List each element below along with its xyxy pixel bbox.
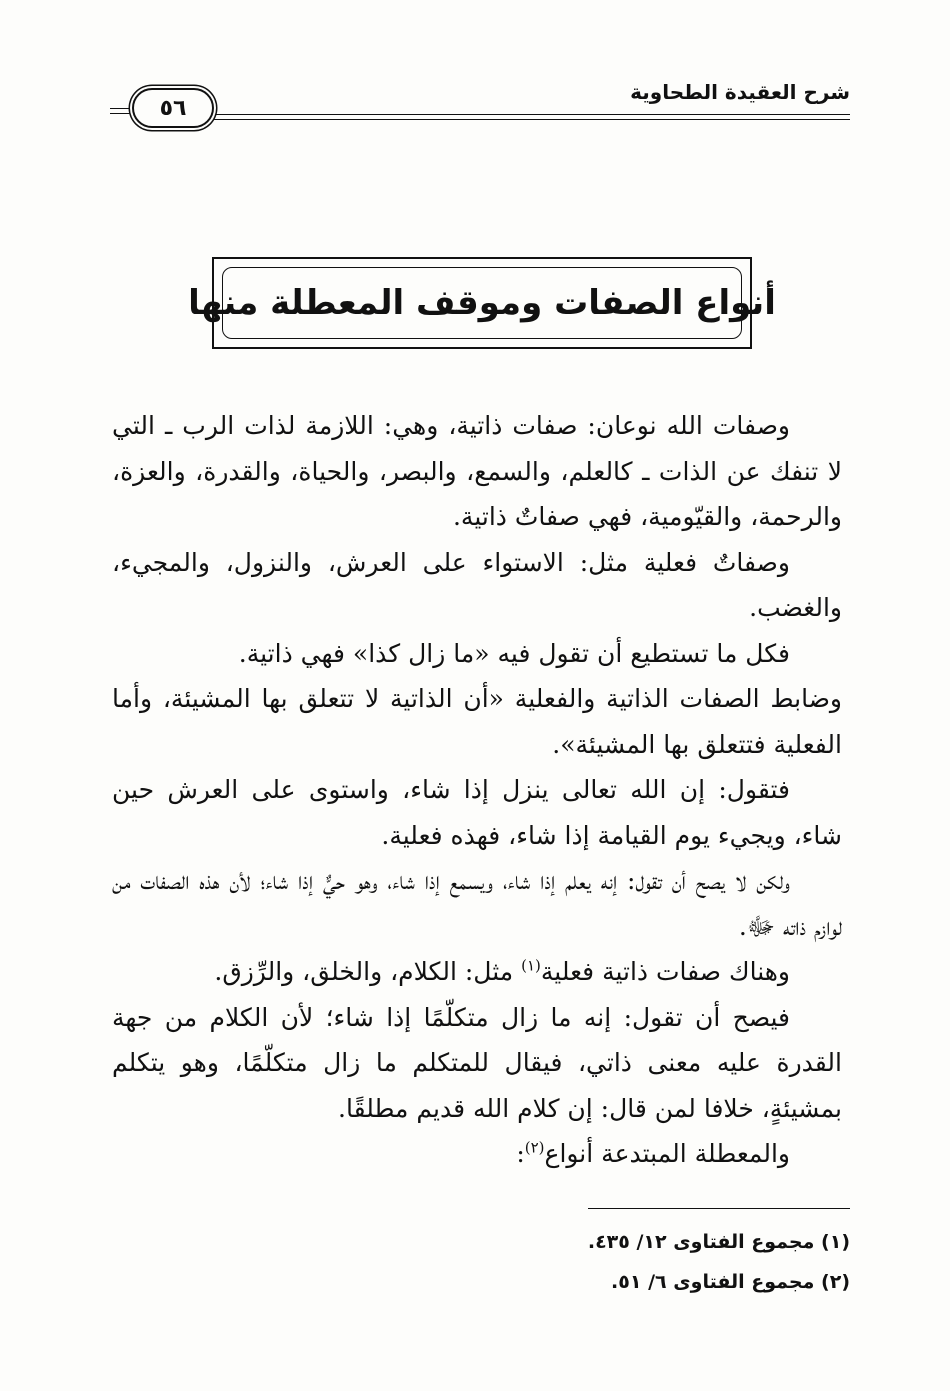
footnote-text: مجموع الفتاوى ١٢/ ٤٣٥. xyxy=(587,1231,815,1253)
footnote-reference: (٢) xyxy=(524,1138,545,1157)
paragraph xyxy=(112,1131,842,1177)
footnote-marker: (٢) xyxy=(821,1271,850,1293)
paragraph: ولكن لا يصح أن تقول: إنه يعلم إذا شاء، ويسمع إذا شاء، وهو حيٌّ إذا شاء؛ لأن هذه الصفات من لوازم ذاته ﷻ. xyxy=(112,866,842,941)
paragraph: وصفات الله نوعان: صفات ذاتية، وهي: اللازمة لذات الرب ـ التي لا تنفك عن الذات ـ كالعلم، والسمع، والبصر، والحياة، والقدرة، والعزة، والرحمة، والقيّومية، فهي صفاتٌ ذاتية. xyxy=(112,411,842,531)
paragraph: فيصح أن تقول: إنه ما زال متكلّمًا إذا شاء؛ لأن الكلام من جهة القدرة عليه معنى ذاتي، فيقال للمتكلم ما زال متكلّمًا، وهو يتكلم بمشيئةٍ، خلافا لمن قال: إن كلام الله قديم مطلقًا. xyxy=(112,1002,842,1123)
paragraph: وصفاتٌ فعلية مثل: الاستواء على العرش، والنزول، والمجيء، والغضب. xyxy=(112,547,842,622)
footnote xyxy=(400,1262,850,1302)
paragraph-text: والمعطلة المبتدعة أنواع xyxy=(544,1139,790,1168)
header-rule xyxy=(192,119,850,120)
paragraph: فكل ما تستطيع أن تقول فيه «ما زال كذا» فهي ذاتية. xyxy=(238,638,790,668)
page-number: ٥٦ xyxy=(159,95,187,121)
paragraph-text: مثل: الكلام، والخلق، والرِّزق. xyxy=(214,957,522,986)
footnote-text: مجموع الفتاوى ٦/ ٥١. xyxy=(611,1271,815,1293)
chapter-title-box xyxy=(188,257,776,349)
footnote-reference: (١) xyxy=(521,956,541,975)
footnote xyxy=(400,1222,850,1262)
footnotes xyxy=(400,1222,850,1302)
paragraph: فتقول: إن الله تعالى ينزل إذا شاء، واستوى على العرش حين شاء، ويجيء يوم القيامة إذا شاء، فهذه فعلية. xyxy=(112,775,842,850)
book-title: شرح العقيدة الطحاوية xyxy=(630,80,850,104)
running-header xyxy=(110,70,850,130)
body-text xyxy=(112,403,842,1177)
paragraph-text: : xyxy=(516,1139,525,1168)
paragraph: وضابط الصفات الذاتية والفعلية «أن الذاتية لا تتعلق بها المشيئة، وأما الفعلية فتتعلق بها المشيئة». xyxy=(112,684,842,759)
chapter-title-inner-frame xyxy=(188,267,776,339)
page-number-frame xyxy=(132,88,214,128)
paragraph xyxy=(112,949,842,995)
header-rule xyxy=(192,114,850,115)
footnote-marker: (١) xyxy=(821,1231,850,1253)
paragraph-text: وهناك صفات ذاتية فعلية xyxy=(540,957,790,986)
chapter-title: أنواع الصفات وموقف المعطلة منها xyxy=(188,283,776,323)
footnote-separator xyxy=(588,1208,850,1209)
